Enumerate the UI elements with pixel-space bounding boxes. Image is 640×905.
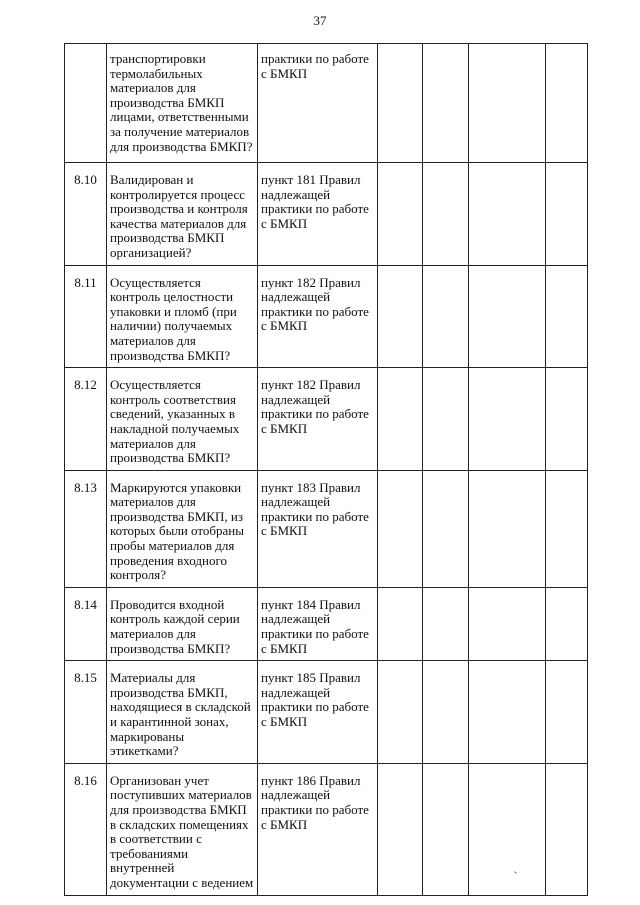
- answer-no-cell[interactable]: [423, 470, 469, 587]
- row-number: 8.13: [65, 470, 107, 587]
- requirement-question: Материалы для производства БМКП, находящиеся в складской и карантинной зонах, маркированы этикетками?: [107, 661, 258, 764]
- answer-not-applicable-cell[interactable]: [469, 368, 546, 471]
- requirement-question: Маркируются упаковки материалов для производства БМКП, из которых были отобраны пробы материалов для проведения входного контроля?: [107, 470, 258, 587]
- answer-yes-cell[interactable]: [378, 163, 423, 266]
- regulation-reference: пункт 182 Правил надлежащей практики по работе с БМКП: [258, 265, 378, 368]
- answer-no-cell[interactable]: [423, 763, 469, 895]
- table-row: [65, 661, 588, 764]
- row-number: 8.12: [65, 368, 107, 471]
- regulation-reference: практики по работе с БМКП: [258, 44, 378, 163]
- answer-yes-cell[interactable]: [378, 661, 423, 764]
- answer-not-applicable-cell[interactable]: [469, 587, 546, 660]
- row-number: 8.10: [65, 163, 107, 266]
- answer-no-cell[interactable]: [423, 368, 469, 471]
- answer-not-applicable-cell[interactable]: [469, 265, 546, 368]
- row-number: [65, 44, 107, 163]
- requirement-question: транспортировки термолабильных материалов для производства БМКП лицами, ответственными за получение материалов для производства БМКП?: [107, 44, 258, 163]
- answer-not-applicable-cell[interactable]: [469, 470, 546, 587]
- table-row: [65, 44, 588, 163]
- answer-no-cell[interactable]: [423, 44, 469, 163]
- checklist-table: [64, 43, 588, 896]
- requirement-question: Осуществляется контроль целостности упаковки и пломб (при наличии) получаемых материалов для производства БМКП?: [107, 265, 258, 368]
- answer-yes-cell[interactable]: [378, 587, 423, 660]
- notes-cell[interactable]: [546, 470, 588, 587]
- requirement-question: Осуществляется контроль соответствия сведений, указанных в накладной получаемых материалов для производства БМКП?: [107, 368, 258, 471]
- answer-not-applicable-cell[interactable]: [469, 44, 546, 163]
- notes-cell[interactable]: [546, 265, 588, 368]
- notes-cell[interactable]: [546, 661, 588, 764]
- row-number: 8.16: [65, 763, 107, 895]
- requirement-question: Проводится входной контроль каждой серии материалов для производства БМКП?: [107, 587, 258, 660]
- row-number: 8.14: [65, 587, 107, 660]
- row-number: 8.15: [65, 661, 107, 764]
- answer-no-cell[interactable]: [423, 661, 469, 764]
- table-row: [65, 763, 588, 895]
- answer-yes-cell[interactable]: [378, 368, 423, 471]
- notes-cell[interactable]: [546, 163, 588, 266]
- answer-no-cell[interactable]: [423, 587, 469, 660]
- regulation-reference: пункт 182 Правил надлежащей практики по работе с БМКП: [258, 368, 378, 471]
- table-row: [65, 587, 588, 660]
- notes-cell[interactable]: [546, 763, 588, 895]
- answer-not-applicable-cell[interactable]: [469, 163, 546, 266]
- answer-yes-cell[interactable]: [378, 470, 423, 587]
- regulation-reference: пункт 183 Правил надлежащей практики по работе с БМКП: [258, 470, 378, 587]
- table-row: [65, 265, 588, 368]
- answer-not-applicable-cell[interactable]: [469, 763, 546, 895]
- regulation-reference: пункт 186 Правил надлежащей практики по работе с БМКП: [258, 763, 378, 895]
- answer-yes-cell[interactable]: [378, 44, 423, 163]
- requirement-question: Организован учет поступивших материалов для производства БМКП в складских помещениях в соответствии с требованиями внутренней документации с ведением: [107, 763, 258, 895]
- requirement-question: Валидирован и контролируется процесс производства и контроля качества материалов для производства БМКП организацией?: [107, 163, 258, 266]
- answer-yes-cell[interactable]: [378, 763, 423, 895]
- notes-cell[interactable]: [546, 368, 588, 471]
- notes-cell[interactable]: [546, 587, 588, 660]
- answer-not-applicable-cell[interactable]: [469, 661, 546, 764]
- answer-no-cell[interactable]: [423, 163, 469, 266]
- regulation-reference: пункт 181 Правил надлежащей практики по работе с БМКП: [258, 163, 378, 266]
- page-number: 37: [313, 13, 327, 28]
- answer-yes-cell[interactable]: [378, 265, 423, 368]
- table-row: [65, 163, 588, 266]
- answer-no-cell[interactable]: [423, 265, 469, 368]
- row-number: 8.11: [65, 265, 107, 368]
- regulation-reference: пункт 185 Правил надлежащей практики по работе с БМКП: [258, 661, 378, 764]
- regulation-reference: пункт 184 Правил надлежащей практики по работе с БМКП: [258, 587, 378, 660]
- table-row: [65, 470, 588, 587]
- table-row: [65, 368, 588, 471]
- notes-cell[interactable]: [546, 44, 588, 163]
